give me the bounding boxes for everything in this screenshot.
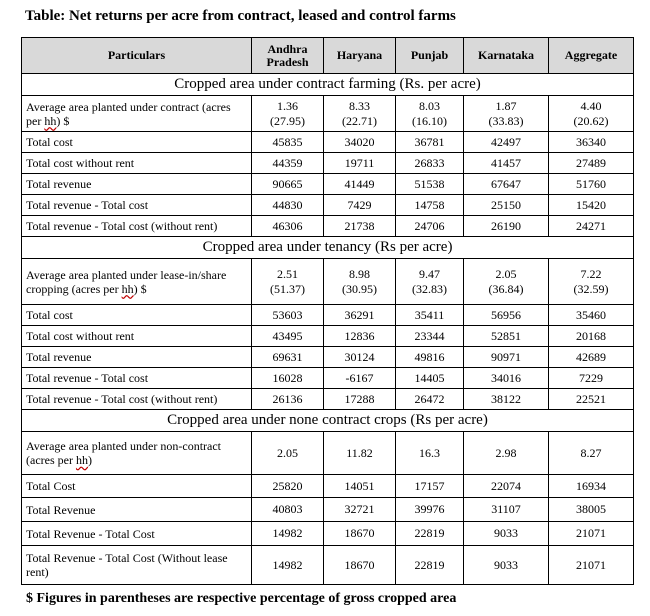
cell-karnataka: 25150: [464, 195, 549, 216]
header-particulars: Particulars: [22, 38, 252, 74]
header-punjab: Punjab: [396, 38, 464, 74]
row-label: Total revenue - Total cost (without rent): [22, 389, 252, 410]
cell-punjab: 26833: [396, 153, 464, 174]
cell-aggregate: 42689: [549, 347, 634, 368]
row-label: Total Revenue - Total Cost: [22, 522, 252, 546]
table-row: [22, 498, 634, 522]
cell-punjab: 35411: [396, 305, 464, 326]
cell-punjab: 22819: [396, 522, 464, 546]
table-row: [22, 389, 634, 410]
net-returns-table: [21, 37, 634, 585]
header-haryana: Haryana: [324, 38, 396, 74]
cell-aggregate: 7229: [549, 368, 634, 389]
cell-haryana: 12836: [324, 326, 396, 347]
header-ap-line2: Pradesh: [266, 54, 309, 69]
cell-karnataka: 42497: [464, 132, 549, 153]
cell-punjab: 26472: [396, 389, 464, 410]
cell-karnataka: 1.87 (33.83): [464, 96, 549, 132]
cell-punjab: 14758: [396, 195, 464, 216]
row-label: Total revenue - Total cost (without rent): [22, 216, 252, 237]
cell-andhra-pradesh: 26136: [252, 389, 324, 410]
row-label: Total revenue: [22, 174, 252, 195]
cell-andhra-pradesh: 44359: [252, 153, 324, 174]
cell-aggregate: 27489: [549, 153, 634, 174]
section-title: Cropped area under none contract crops (Rs per acre): [22, 410, 634, 432]
cell-andhra-pradesh: 40803: [252, 498, 324, 522]
cell-punjab: 39976: [396, 498, 464, 522]
row-label: Total Revenue: [22, 498, 252, 522]
cell-andhra-pradesh: 43495: [252, 326, 324, 347]
cell-aggregate: 21071: [549, 546, 634, 585]
cell-andhra-pradesh: 14982: [252, 546, 324, 585]
cell-punjab: 22819: [396, 546, 464, 585]
cell-punjab: 36781: [396, 132, 464, 153]
area-row: [22, 96, 634, 132]
cell-haryana: 36291: [324, 305, 396, 326]
cell-andhra-pradesh: 69631: [252, 347, 324, 368]
cell-punjab: 24706: [396, 216, 464, 237]
header-ap-line1: Andhra: [267, 41, 308, 56]
cell-punjab: 8.03 (16.10): [396, 96, 464, 132]
cell-karnataka: 2.98: [464, 432, 549, 475]
cell-haryana: 8.33 (22.71): [324, 96, 396, 132]
cell-punjab: 14405: [396, 368, 464, 389]
cell-karnataka: 9033: [464, 546, 549, 585]
cell-karnataka: 2.05 (36.84): [464, 259, 549, 305]
cell-karnataka: 56956: [464, 305, 549, 326]
cell-haryana: 18670: [324, 522, 396, 546]
cell-aggregate: 38005: [549, 498, 634, 522]
cell-andhra-pradesh: 25820: [252, 475, 324, 498]
cell-aggregate: 8.27: [549, 432, 634, 475]
row-label: Average area planted under lease-in/share cropping (acres per hh) $: [22, 259, 252, 305]
cell-aggregate: 20168: [549, 326, 634, 347]
area-row: [22, 259, 634, 305]
cell-andhra-pradesh: 16028: [252, 368, 324, 389]
section-title: Cropped area under tenancy (Rs per acre): [22, 237, 634, 259]
section-header-row: [22, 237, 634, 259]
row-label: Total cost without rent: [22, 153, 252, 174]
header-andhra-pradesh: [252, 38, 324, 74]
cell-punjab: 51538: [396, 174, 464, 195]
cell-karnataka: 38122: [464, 389, 549, 410]
cell-haryana: 34020: [324, 132, 396, 153]
cell-andhra-pradesh: 1.36 (27.95): [252, 96, 324, 132]
table-row: [22, 522, 634, 546]
table-row: [22, 305, 634, 326]
cell-karnataka: 26190: [464, 216, 549, 237]
cell-aggregate: 4.40 (20.62): [549, 96, 634, 132]
cell-andhra-pradesh: 45835: [252, 132, 324, 153]
table-row: [22, 132, 634, 153]
cell-haryana: 41449: [324, 174, 396, 195]
cell-aggregate: 22521: [549, 389, 634, 410]
cell-haryana: 17288: [324, 389, 396, 410]
table-row: [22, 195, 634, 216]
area-row: [22, 432, 634, 475]
cell-punjab: 16.3: [396, 432, 464, 475]
row-label: Total cost without rent: [22, 326, 252, 347]
cell-karnataka: 52851: [464, 326, 549, 347]
cell-haryana: 32721: [324, 498, 396, 522]
cell-haryana: 21738: [324, 216, 396, 237]
cell-andhra-pradesh: 46306: [252, 216, 324, 237]
row-label: Average area planted under contract (acres per hh) $: [22, 96, 252, 132]
row-label: Average area planted under non-contract (acres per hh): [22, 432, 252, 475]
cell-aggregate: 15420: [549, 195, 634, 216]
cell-andhra-pradesh: 44830: [252, 195, 324, 216]
cell-haryana: 19711: [324, 153, 396, 174]
cell-punjab: 23344: [396, 326, 464, 347]
row-label: Total cost: [22, 305, 252, 326]
cell-aggregate: 21071: [549, 522, 634, 546]
cell-andhra-pradesh: 2.05: [252, 432, 324, 475]
row-label: Total cost: [22, 132, 252, 153]
cell-karnataka: 22074: [464, 475, 549, 498]
section-title: Cropped area under contract farming (Rs. per acre): [22, 74, 634, 96]
table-title: Table: Net returns per acre from contract, leased and control farms: [25, 8, 456, 24]
cell-andhra-pradesh: 2.51 (51.37): [252, 259, 324, 305]
cell-aggregate: 36340: [549, 132, 634, 153]
table-row: [22, 153, 634, 174]
table-row: [22, 368, 634, 389]
cell-karnataka: 34016: [464, 368, 549, 389]
table-row: [22, 546, 634, 585]
cell-karnataka: 67647: [464, 174, 549, 195]
cell-haryana: 11.82: [324, 432, 396, 475]
cell-aggregate: 24271: [549, 216, 634, 237]
header-row: [22, 38, 634, 74]
row-label: Total Cost: [22, 475, 252, 498]
cell-andhra-pradesh: 53603: [252, 305, 324, 326]
footnote: $ Figures in parentheses are respective percentage of gross cropped area: [26, 591, 457, 606]
cell-andhra-pradesh: 90665: [252, 174, 324, 195]
row-label: Total Revenue - Total Cost (Without lease rent): [22, 546, 252, 585]
cell-aggregate: 35460: [549, 305, 634, 326]
row-label: Total revenue - Total cost: [22, 368, 252, 389]
cell-aggregate: 51760: [549, 174, 634, 195]
cell-punjab: 17157: [396, 475, 464, 498]
table-row: [22, 216, 634, 237]
cell-karnataka: 90971: [464, 347, 549, 368]
section-header-row: [22, 74, 634, 96]
cell-haryana: 14051: [324, 475, 396, 498]
row-label: Total revenue - Total cost: [22, 195, 252, 216]
table-row: [22, 174, 634, 195]
cell-punjab: 49816: [396, 347, 464, 368]
section-header-row: [22, 410, 634, 432]
cell-aggregate: 7.22 (32.59): [549, 259, 634, 305]
cell-karnataka: 31107: [464, 498, 549, 522]
header-aggregate: Aggregate: [549, 38, 634, 74]
cell-haryana: 8.98 (30.95): [324, 259, 396, 305]
cell-haryana: -6167: [324, 368, 396, 389]
cell-haryana: 18670: [324, 546, 396, 585]
header-karnataka: Karnataka: [464, 38, 549, 74]
cell-haryana: 30124: [324, 347, 396, 368]
table-row: [22, 475, 634, 498]
cell-haryana: 7429: [324, 195, 396, 216]
cell-andhra-pradesh: 14982: [252, 522, 324, 546]
cell-karnataka: 9033: [464, 522, 549, 546]
cell-punjab: 9.47 (32.83): [396, 259, 464, 305]
row-label: Total revenue: [22, 347, 252, 368]
cell-aggregate: 16934: [549, 475, 634, 498]
table-row: [22, 347, 634, 368]
cell-karnataka: 41457: [464, 153, 549, 174]
table-row: [22, 326, 634, 347]
